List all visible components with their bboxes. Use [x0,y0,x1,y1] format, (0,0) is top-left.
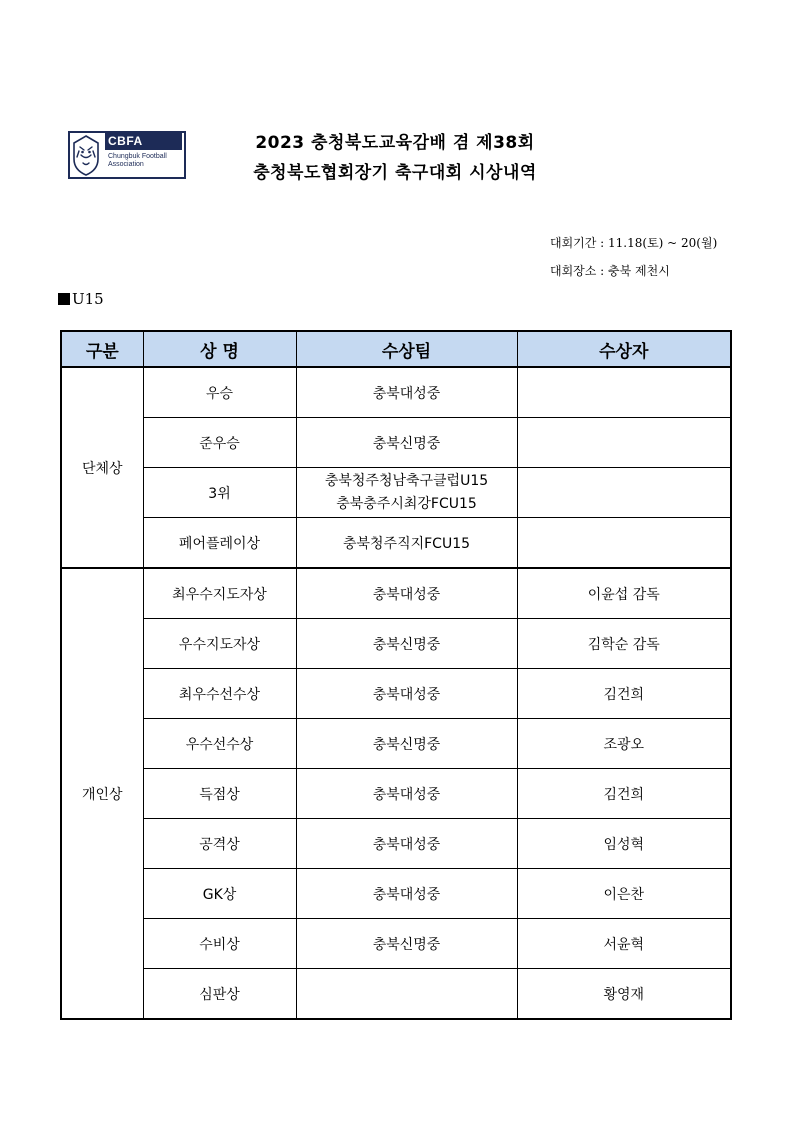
table-row [61,518,731,569]
section-label: U15 [72,290,104,308]
award-cell: 페어플레이상 [143,518,296,569]
table-header-row [61,331,731,367]
awards-table [60,330,732,1020]
header-team: 수상팀 [296,331,517,367]
tiger-emblem-icon [70,133,102,177]
team-cell: 충북대성중 [296,819,517,869]
award-cell: 최우수선수상 [143,669,296,719]
table-row [61,418,731,468]
table-row [61,568,731,619]
table-row [61,719,731,769]
team-cell: 충북청주직지FCU15 [296,518,517,569]
award-cell: GK상 [143,869,296,919]
document-title-line2: 충청북도협회장기 축구대회 시상내역 [253,163,537,183]
cbfa-logo [68,131,186,179]
table-row [61,669,731,719]
team-cell [296,969,517,1020]
recipient-cell: 서윤혁 [517,919,731,969]
award-cell: 수비상 [143,919,296,969]
team-cell: 충북대성중 [296,367,517,418]
logo-subtitle-line2: Association [108,161,144,168]
team-cell [296,468,517,518]
award-cell: 준우승 [143,418,296,468]
recipient-cell: 이은찬 [517,869,731,919]
award-cell: 최우수지도자상 [143,568,296,619]
logo-subtitle-line1: Chungbuk Football [108,153,167,160]
header-category: 구분 [61,331,143,367]
award-cell: 심판상 [143,969,296,1020]
table-row [61,919,731,969]
award-cell: 공격상 [143,819,296,869]
category-cell: 개인상 [61,568,143,1019]
table-row [61,367,731,418]
team-cell: 충북신명중 [296,619,517,669]
recipient-cell [517,518,731,569]
document-title-line1: 2023 충청북도교육감배 겸 제38회 [255,133,535,153]
team-cell: 충북신명중 [296,719,517,769]
team-cell: 충북대성중 [296,769,517,819]
table-row [61,869,731,919]
section-heading [58,290,104,308]
team-cell: 충북신명중 [296,919,517,969]
recipient-cell [517,367,731,418]
recipient-cell: 김건희 [517,769,731,819]
tournament-period: 대회기간 : 11.18(토) ~ 20(월) [550,236,718,250]
logo-abbreviation: CBFA [105,133,182,150]
table-row [61,619,731,669]
team-name-line: 충북충주시최강FCU15 [336,495,477,512]
recipient-cell: 임성혁 [517,819,731,869]
header-recipient: 수상자 [517,331,731,367]
table-row [61,969,731,1020]
award-cell: 득점상 [143,769,296,819]
award-cell: 우수선수상 [143,719,296,769]
award-cell: 우승 [143,367,296,418]
header-award: 상 명 [143,331,296,367]
tournament-venue: 대회장소 : 충북 제천시 [550,264,670,278]
award-cell: 3위 [143,468,296,518]
team-cell: 충북대성중 [296,568,517,619]
team-cell: 충북대성중 [296,869,517,919]
recipient-cell [517,468,731,518]
award-cell: 우수지도자상 [143,619,296,669]
square-bullet-icon [58,293,70,305]
recipient-cell: 황영재 [517,969,731,1020]
team-cell: 충북대성중 [296,669,517,719]
recipient-cell [517,418,731,468]
team-name-line: 충북청주청남축구클럽U15 [324,472,489,489]
table-row [61,819,731,869]
recipient-cell: 조광오 [517,719,731,769]
recipient-cell: 김학순 감독 [517,619,731,669]
category-cell: 단체상 [61,367,143,568]
recipient-cell: 이윤섭 감독 [517,568,731,619]
table-row [61,468,731,518]
recipient-cell: 김건희 [517,669,731,719]
table-row [61,769,731,819]
team-cell: 충북신명중 [296,418,517,468]
